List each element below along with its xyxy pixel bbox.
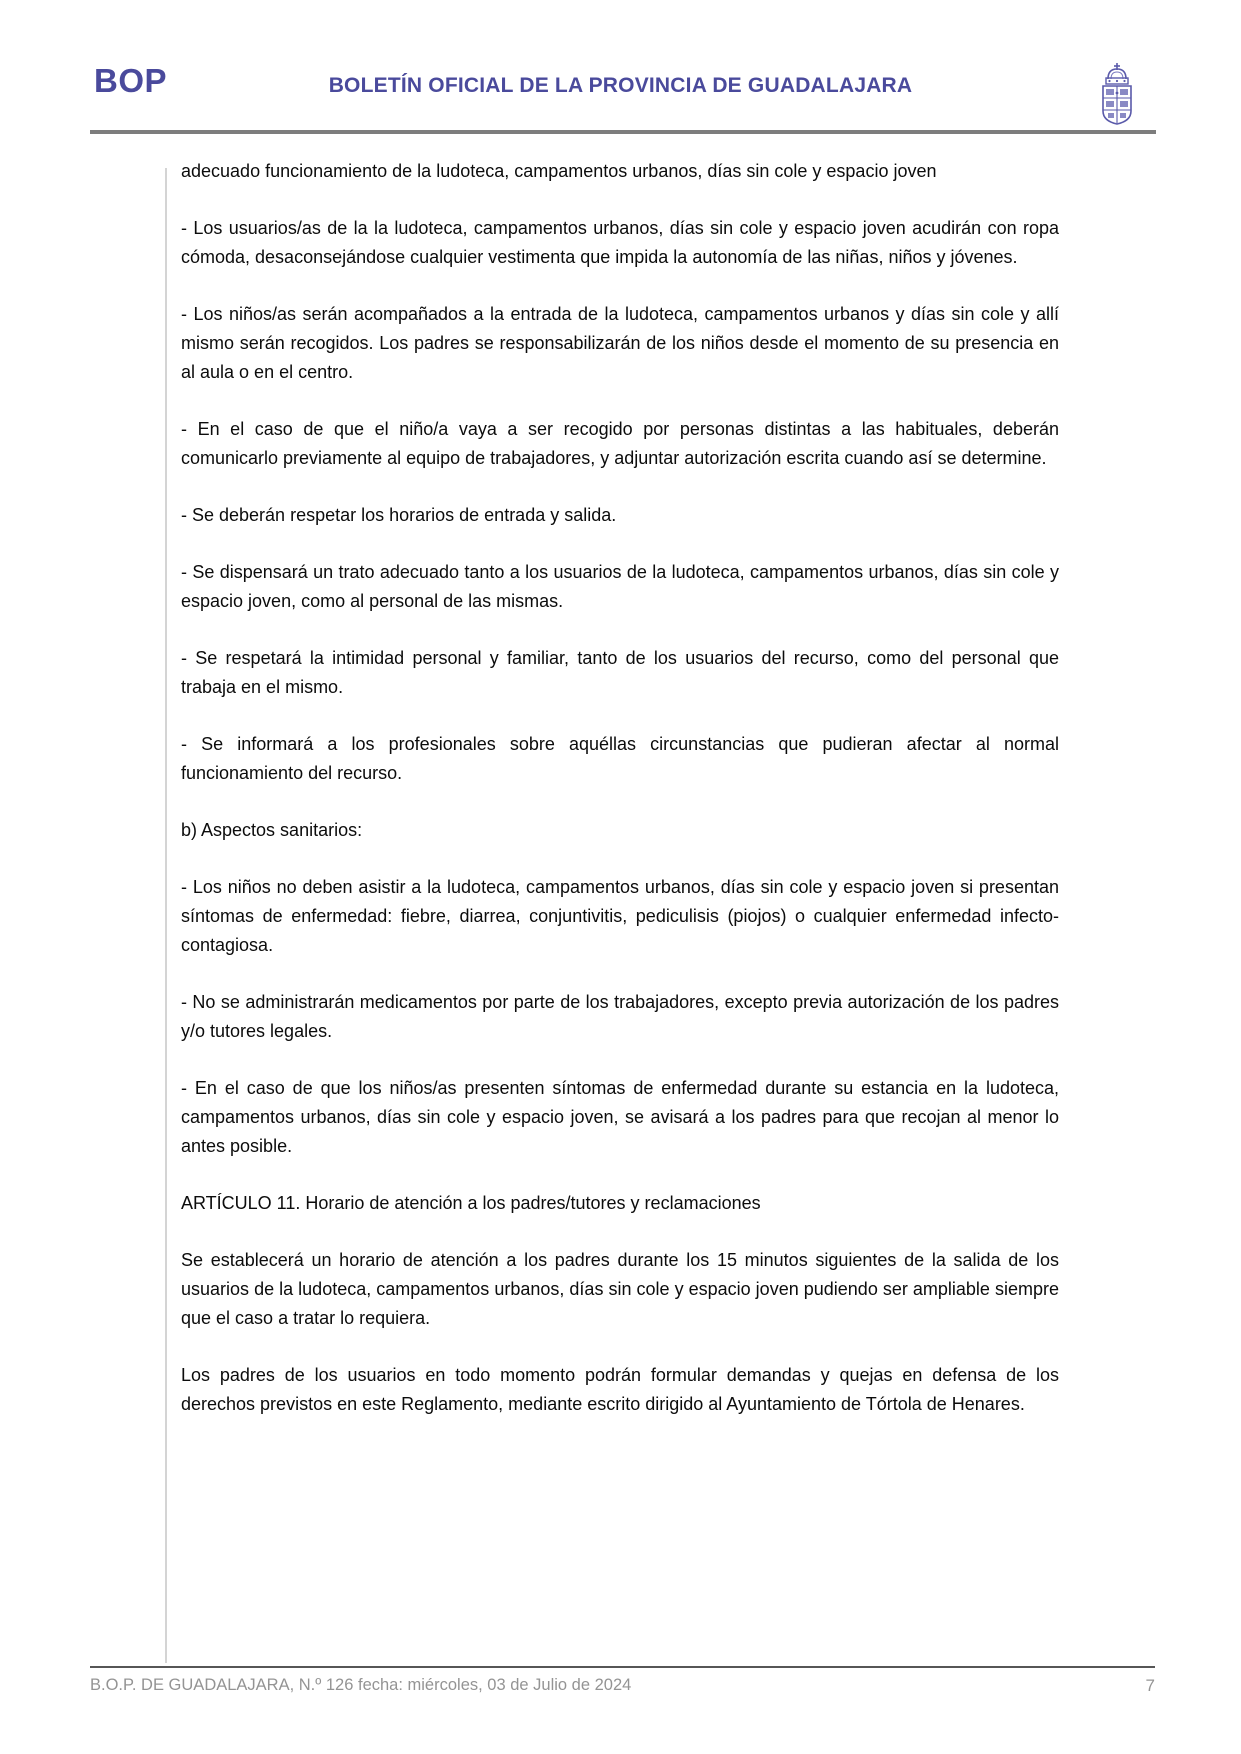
paragraph: - Se dispensará un trato adecuado tanto a los usuarios de la ludoteca, campamentos urbanos, días sin cole y espacio joven, como al personal de las mismas. (181, 562, 1059, 611)
header-divider (90, 130, 1156, 134)
document-body (181, 157, 1059, 1447)
paragraph: b) Aspectos sanitarios: (181, 820, 363, 840)
paragraph: - Los niños no deben asistir a la ludoteca, campamentos urbanos, días sin cole y espacio joven si presentan síntomas de enfermedad: fiebre, diarrea, conjuntivitis, pediculisis (piojos) o cualquier enfermedad infecto-contagiosa. (181, 877, 1059, 955)
paragraph: Los padres de los usuarios en todo momento podrán formular demandas y quejas en defensa de los derechos previstos en este Reglamento, mediante escrito dirigido al Ayuntamiento de Tórtola de Henares. (181, 1365, 1059, 1414)
masthead-title: BOLETÍN OFICIAL DE LA PROVINCIA DE GUADALAJARA (328, 74, 913, 97)
paragraph: - Se informará a los profesionales sobre aquéllas circunstancias que pudieran afectar al normal funcionamiento del recurso. (181, 734, 1059, 783)
content-left-border (165, 168, 167, 1663)
paragraph: - En el caso de que el niño/a vaya a ser recogido por personas distintas a las habituales, deberán comunicarlo previamente al equipo de trabajadores, y adjuntar autorización escrita cuando así se determine. (181, 419, 1059, 468)
footer-divider (90, 1666, 1155, 1668)
paragraph: - Los niños/as serán acompañados a la entrada de la ludoteca, campamentos urbanos y días sin cole y allí mismo serán recogidos. Los padres se responsabilizarán de los niños desde el momento de su presencia en al aula o en el centro. (181, 304, 1059, 382)
paragraph: Se establecerá un horario de atención a los padres durante los 15 minutos siguientes de la salida de los usuarios de la ludoteca, campamentos urbanos, días sin cole y espacio joven pudiendo ser ampliable siempre que el caso a tratar lo requiera. (181, 1250, 1059, 1328)
paragraph: - No se administrarán medicamentos por parte de los trabajadores, excepto previa autorización de los padres y/o tutores legales. (181, 992, 1059, 1041)
paragraph: - Se respetará la intimidad personal y familiar, tanto de los usuarios del recurso, como del personal que trabaja en el mismo. (181, 648, 1059, 697)
paragraph: - Se deberán respetar los horarios de entrada y salida. (181, 505, 617, 525)
paragraph: adecuado funcionamiento de la ludoteca, campamentos urbanos, días sin cole y espacio joven (181, 161, 937, 181)
paragraph: - Los usuarios/as de la la ludoteca, campamentos urbanos, días sin cole y espacio joven acudirán con ropa cómoda, desaconsejándose cualquier vestimenta que impida la autonomía de las niñas, niños y jóvenes. (181, 218, 1059, 267)
paragraph: ARTÍCULO 11. Horario de atención a los padres/tutores y reclamaciones (181, 1193, 761, 1213)
bop-logo: BOP (94, 62, 168, 99)
provincial-crest-icon (1097, 62, 1137, 128)
footer-edition-info: B.O.P. DE GUADALAJARA, N.º 126 fecha: miércoles, 03 de Julio de 2024 (90, 1676, 632, 1694)
page-number: 7 (1145, 1676, 1155, 1695)
paragraph: - En el caso de que los niños/as presenten síntomas de enfermedad durante su estancia en la ludoteca, campamentos urbanos, días sin cole y espacio joven, se avisará a los padres para que recojan al menor lo antes posible. (181, 1078, 1059, 1156)
